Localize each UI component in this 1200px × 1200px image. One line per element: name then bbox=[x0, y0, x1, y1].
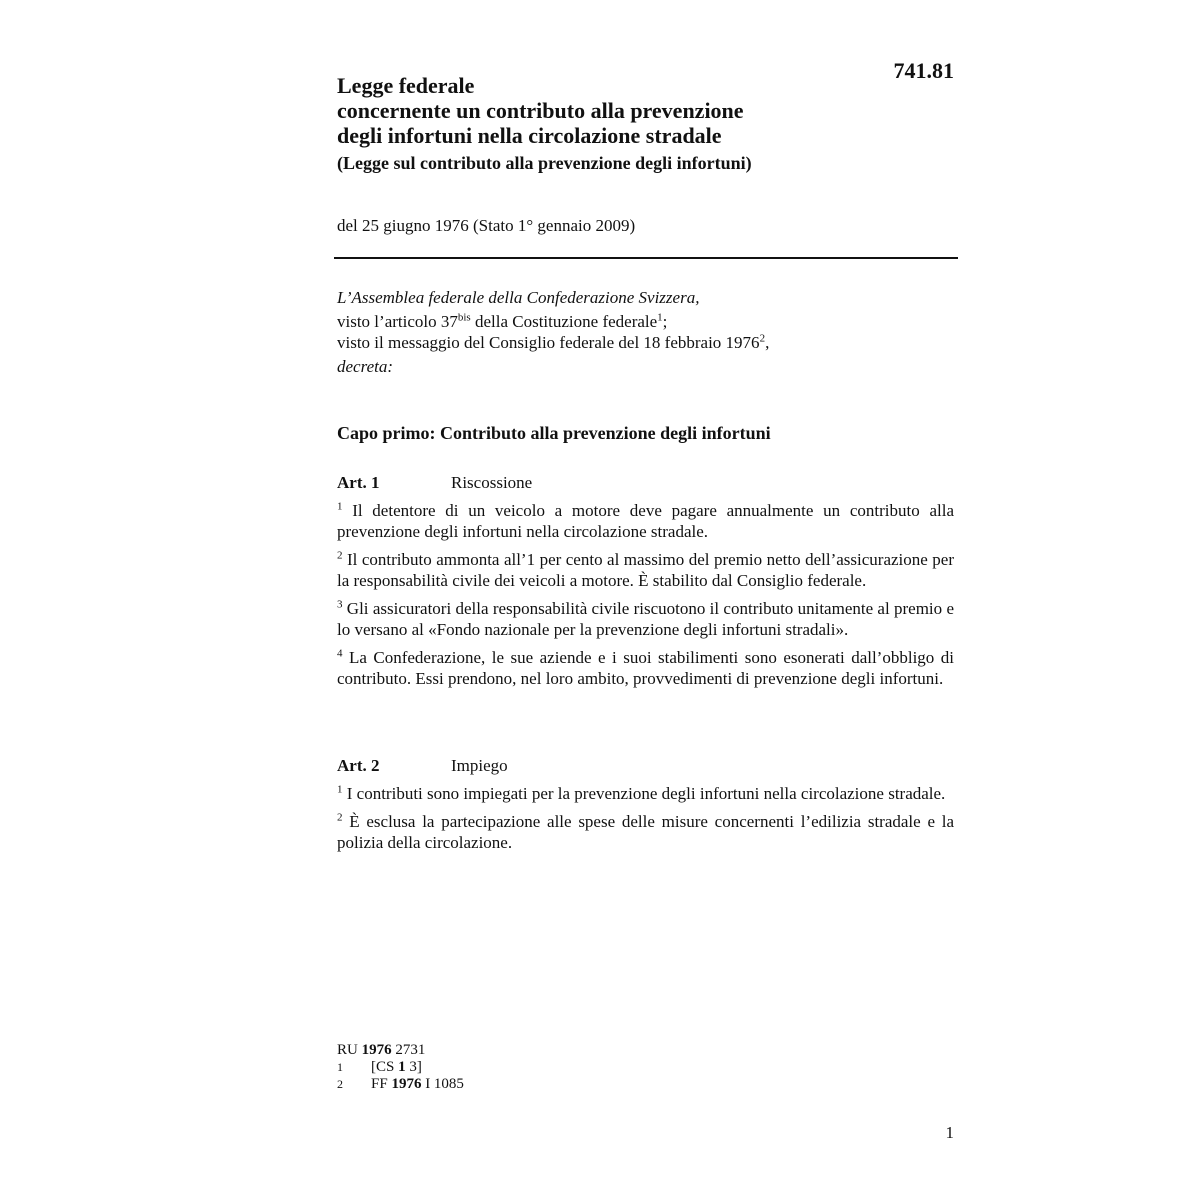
footnote-1-post: 3] bbox=[405, 1059, 422, 1075]
sr-number: 741.81 bbox=[893, 58, 954, 83]
paragraph-number: 2 bbox=[337, 811, 343, 824]
ru-prefix: RU bbox=[337, 1042, 362, 1058]
chapter-title: Capo primo: Contributo alla prevenzione degli infortuni bbox=[337, 423, 771, 443]
article-1-heading: Riscossione bbox=[451, 473, 533, 492]
footnote-2-text bbox=[371, 1076, 464, 1093]
footnote-1-bold: 1 bbox=[398, 1059, 406, 1075]
paragraph-text: Il contributo ammonta all’1 per cento al massimo del premio netto dell’assicurazione per la responsabilità civile dei veicoli a motore. È stabilito dal Consiglio federale. bbox=[337, 550, 954, 590]
ru-year: 1976 bbox=[361, 1042, 392, 1058]
footnote-2-pre: FF bbox=[371, 1076, 392, 1092]
paragraph-number: 2 bbox=[337, 549, 343, 562]
article-1-paragraph-4 bbox=[337, 647, 954, 689]
paragraph-text: La Confederazione, le sue aziende e i suoi stabilimenti sono esonerati dall’obbligo di contributo. Essi prendono, nel loro ambito, provvedimenti di prevenzione degli infortuni. bbox=[337, 648, 954, 688]
date-line: del 25 giugno 1976 (Stato 1° gennaio 2009) bbox=[337, 216, 636, 235]
article-2-number: Art. 2 bbox=[337, 756, 380, 775]
preamble-line-2-end: , bbox=[765, 333, 770, 352]
article-1-paragraph-1 bbox=[337, 500, 954, 542]
page-number: 1 bbox=[945, 1123, 954, 1142]
footnote-1-mark: 1 bbox=[337, 1060, 343, 1074]
article-1-paragraph-3 bbox=[337, 598, 954, 640]
title-line-3: degli infortuni nella circolazione stradale bbox=[337, 123, 722, 148]
footnote-ref-1[interactable]: 1 bbox=[657, 311, 663, 324]
ru-page: 2731 bbox=[391, 1042, 426, 1058]
paragraph-text: È esclusa la partecipazione alle spese delle misure concernenti l’edilizia stradale e la polizia della circolazione. bbox=[337, 812, 954, 852]
short-title: (Legge sul contributo alla prevenzione degli infortuni) bbox=[337, 153, 752, 173]
preamble-line-1-text: visto l’articolo 37 bbox=[337, 312, 458, 331]
preamble-line-1-cont: della Costituzione federale bbox=[470, 312, 658, 331]
footnote-1-pre: [CS bbox=[371, 1059, 399, 1075]
title-block bbox=[337, 73, 897, 174]
footnote-ref-2[interactable]: 2 bbox=[759, 332, 766, 345]
article-1-header bbox=[337, 472, 954, 493]
article-2-header bbox=[337, 755, 954, 776]
preamble-decreta: decreta: bbox=[337, 357, 394, 376]
article-1-paragraph-2 bbox=[337, 549, 954, 591]
title-line-1: Legge federale bbox=[337, 73, 475, 98]
footnotes bbox=[337, 1042, 464, 1093]
footnote-1-text bbox=[371, 1059, 422, 1076]
preamble-line-1 bbox=[337, 311, 957, 332]
ru-reference bbox=[337, 1042, 464, 1059]
paragraph-number: 1 bbox=[337, 500, 343, 513]
article-1-number: Art. 1 bbox=[337, 473, 380, 492]
preamble bbox=[337, 287, 957, 377]
paragraph-number: 4 bbox=[337, 647, 343, 660]
article-2 bbox=[337, 755, 954, 860]
footnote-2 bbox=[337, 1076, 464, 1093]
preamble-line-2 bbox=[337, 332, 957, 353]
header-divider bbox=[334, 257, 958, 259]
paragraph-text: Il detentore di un veicolo a motore deve pagare annualmente un contributo alla prevenzione degli infortuni nella circolazione stradale. bbox=[337, 501, 954, 541]
footnote-2-post: I 1085 bbox=[421, 1076, 464, 1092]
article-2-paragraph-1 bbox=[337, 783, 954, 804]
footnote-2-bold: 1976 bbox=[391, 1076, 422, 1092]
preamble-bis-sup: bis bbox=[457, 311, 471, 324]
footnote-1 bbox=[337, 1059, 464, 1076]
article-2-paragraph-2 bbox=[337, 811, 954, 853]
article-1 bbox=[337, 472, 954, 696]
footnote-2-mark: 2 bbox=[337, 1077, 343, 1091]
paragraph-number: 3 bbox=[337, 598, 343, 611]
paragraph-text: Gli assicuratori della responsabilità civile riscuotono il contributo unitamente al premio e lo versano al «Fondo nazionale per la prevenzione degli infortuni stradali». bbox=[337, 599, 954, 639]
article-2-heading: Impiego bbox=[451, 756, 508, 775]
preamble-assembly: L’Assemblea federale della Confederazione Svizzera, bbox=[337, 288, 700, 307]
paragraph-number: 1 bbox=[337, 783, 343, 796]
paragraph-text: I contributi sono impiegati per la prevenzione degli infortuni nella circolazione stradale. bbox=[342, 784, 946, 803]
title-line-2: concernente un contributo alla prevenzione bbox=[337, 98, 744, 123]
preamble-line-2-text: visto il messaggio del Consiglio federale del 18 febbraio 1976 bbox=[337, 333, 760, 352]
preamble-line-1-end: ; bbox=[662, 312, 668, 331]
